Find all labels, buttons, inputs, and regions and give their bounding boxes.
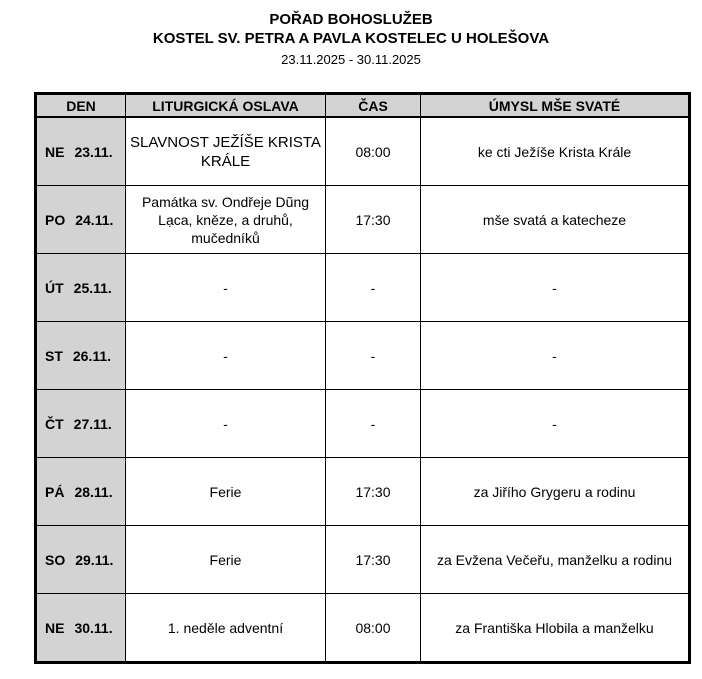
table-row (36, 117, 690, 186)
intention-cell: za Františka Hlobila a manželku (421, 594, 690, 663)
day-date: 25.11. (73, 279, 112, 296)
day-date: 24.11. (75, 211, 114, 228)
day-cell (36, 186, 126, 254)
table-row (36, 458, 690, 526)
day-abbrev: NE (45, 143, 65, 160)
time-cell: - (326, 254, 421, 322)
day-date: 29.11. (75, 551, 114, 568)
intention-cell: - (421, 390, 690, 458)
time-cell: - (326, 390, 421, 458)
time-cell: 08:00 (326, 594, 421, 663)
day-cell (36, 254, 126, 322)
day-abbrev: ČT (45, 415, 64, 432)
day-date: 28.11. (74, 483, 113, 500)
day-cell (36, 526, 126, 594)
day-cell (36, 322, 126, 390)
table-row (36, 390, 690, 458)
celebration-cell: SLAVNOST JEŽÍŠE KRISTA KRÁLE (126, 117, 326, 186)
day-abbrev: NE (45, 619, 65, 636)
column-header-umysl: ÚMYSL MŠE SVATÉ (421, 94, 690, 118)
table-row (36, 594, 690, 663)
time-cell: - (326, 322, 421, 390)
day-cell (36, 117, 126, 186)
schedule-table (34, 92, 691, 664)
document-subtitle: KOSTEL SV. PETRA A PAVLA KOSTELEC U HOLEŠOVA (152, 30, 550, 47)
intention-cell: za Jiřího Grygeru a rodinu (421, 458, 690, 526)
celebration-cell: - (126, 322, 326, 390)
document-header (0, 0, 702, 68)
day-cell (36, 594, 126, 663)
day-date: 27.11. (73, 415, 112, 432)
column-header-liturgicka-oslava: LITURGICKÁ OSLAVA (126, 94, 326, 118)
day-abbrev: PO (45, 211, 66, 228)
table-header-row (36, 94, 690, 118)
celebration-cell: - (126, 254, 326, 322)
time-cell: 08:00 (326, 117, 421, 186)
day-abbrev: SO (45, 551, 66, 568)
celebration-cell: 1. neděle adventní (126, 594, 326, 663)
day-date: 26.11. (72, 347, 112, 364)
time-cell: 17:30 (326, 186, 421, 254)
table-row (36, 186, 690, 254)
column-header-den: DEN (36, 94, 126, 118)
intention-cell: za Evžena Večeřu, manželku a rodinu (421, 526, 690, 594)
day-abbrev: ST (45, 347, 63, 364)
celebration-cell: - (126, 390, 326, 458)
intention-cell: - (421, 254, 690, 322)
intention-cell: mše svatá a katecheze (421, 186, 690, 254)
intention-cell: - (421, 322, 690, 390)
day-date: 30.11. (74, 619, 113, 636)
day-date: 23.11. (74, 143, 113, 160)
table-row (36, 254, 690, 322)
day-cell (36, 390, 126, 458)
day-abbrev: PÁ (45, 483, 65, 500)
document-title: POŘAD BOHOSLUŽEB (269, 11, 433, 28)
celebration-cell: Ferie (126, 526, 326, 594)
time-cell: 17:30 (326, 458, 421, 526)
date-range: 23.11.2025 - 30.11.2025 (281, 52, 421, 67)
table-row (36, 526, 690, 594)
celebration-cell: Památka sv. Ondřeje Dũng Lạca, kněze, a druhů, mučedníků (126, 186, 326, 254)
column-header-cas: ČAS (326, 94, 421, 118)
day-cell (36, 458, 126, 526)
time-cell: 17:30 (326, 526, 421, 594)
intention-cell: ke cti Ježíše Krista Krále (421, 117, 690, 186)
celebration-cell: Ferie (126, 458, 326, 526)
day-abbrev: ÚT (45, 279, 64, 296)
table-row (36, 322, 690, 390)
